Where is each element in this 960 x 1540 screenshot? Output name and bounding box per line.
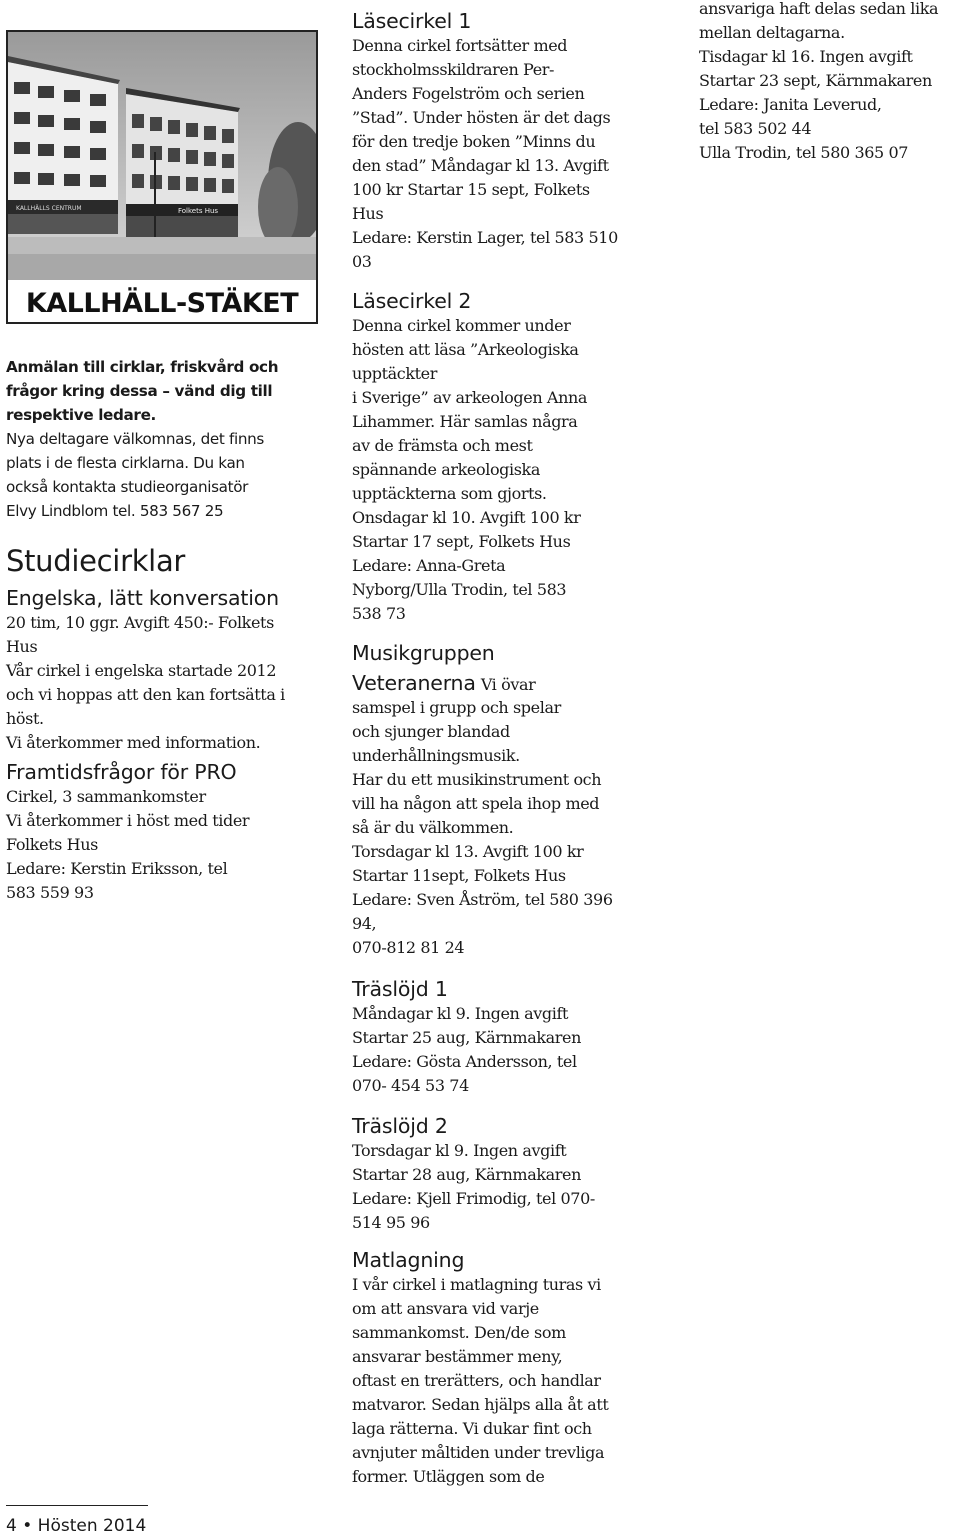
traslojd1-text <box>352 1002 652 1098</box>
intro-line: plats i de flesta cirklarna. Du kan <box>6 454 245 472</box>
lasecirkel1-heading: Läsecirkel 1 <box>352 9 472 33</box>
musik-heading: Musikgruppen <box>352 641 495 665</box>
text-line: Tisdagar kl 16. Ingen avgift <box>699 47 913 66</box>
text-line: tel 583 502 44 <box>699 119 812 138</box>
matlagning-continued-text <box>699 0 957 165</box>
text-line: Ledare: Kjell Frimodig, tel 070- <box>352 1189 595 1208</box>
footer-rule <box>6 1505 148 1506</box>
text-line: Ledare: Sven Åström, tel 580 396 <box>352 890 613 909</box>
text-line: Denna cirkel kommer under <box>352 316 571 335</box>
veteranerna-heading: Veteranerna <box>352 671 476 695</box>
text-line: så är du välkommen. <box>352 818 514 837</box>
text-line: och sjunger blandad <box>352 722 510 741</box>
text-line: samspel i grupp och spelar <box>352 698 561 717</box>
footer-bullet: • <box>22 1516 33 1536</box>
text-line: Torsdagar kl 13. Avgift 100 kr <box>352 842 584 861</box>
text-line: 20 tim, 10 ggr. Avgift 450:- Folkets <box>6 613 274 632</box>
text-line: Folkets Hus <box>6 835 98 854</box>
text-line: matvaror. Sedan hjälps alla åt att <box>352 1395 609 1414</box>
text-line: 538 73 <box>352 604 406 623</box>
text-line: Hus <box>6 637 38 656</box>
engelska-text <box>6 611 322 755</box>
text-line: Ledare: Janita Leverud, <box>699 95 882 114</box>
text-line: den stad” Måndagar kl 13. Avgift <box>352 156 609 175</box>
studiecirklar-section <box>6 543 322 905</box>
text-line: upptäckterna som gjorts. <box>352 484 547 503</box>
text-line: Ledare: Anna-Greta <box>352 556 506 575</box>
musik-intro: Vi övar <box>480 675 536 694</box>
text-line: spännande arkeologiska <box>352 460 540 479</box>
matlagning-text <box>352 1273 652 1489</box>
intro-line: frågor kring dessa – vänd dig till <box>6 382 273 400</box>
location-title: KALLHÄLL-STÄKET <box>25 288 299 319</box>
matlagning-continued <box>699 0 957 165</box>
issue-label: Hösten 2014 <box>37 1516 147 1536</box>
text-line: Startar 23 sept, Kärnmakaren <box>699 71 932 90</box>
text-line: underhållningsmusik. <box>352 746 520 765</box>
text-line: mellan deltagarna. <box>699 23 845 42</box>
engelska-heading: Engelska, lätt konversation <box>6 586 279 610</box>
text-line: 070- 454 53 74 <box>352 1076 469 1095</box>
lasecirkel2-text <box>352 314 652 626</box>
intro-line: respektive ledare. <box>6 406 156 424</box>
text-line: i Sverige” av arkeologen Anna <box>352 388 588 407</box>
intro-text <box>6 355 316 523</box>
lasecirkel1-text <box>352 34 652 274</box>
text-line: höst. <box>6 709 44 728</box>
musik-subheading-row <box>352 668 652 698</box>
cover-photo-frame <box>6 30 318 324</box>
matlagning-heading: Matlagning <box>352 1248 465 1272</box>
lasecirkel2-heading: Läsecirkel 2 <box>352 289 472 313</box>
traslojd1-section <box>352 974 652 1098</box>
text-line: Har du ett musikinstrument och <box>352 770 602 789</box>
text-line: sammankomst. Den/de som <box>352 1323 566 1342</box>
page-footer <box>6 1514 146 1538</box>
text-line: om att ansvara vid varje <box>352 1299 539 1318</box>
text-line: 03 <box>352 252 372 271</box>
text-line: stockholmsskildraren Per- <box>352 60 555 79</box>
text-line: ansvarar bestämmer meny, <box>352 1347 563 1366</box>
text-line: Startar 11sept, Folkets Hus <box>352 866 566 885</box>
text-line: och vi hoppas att den kan fortsätta i <box>6 685 285 704</box>
text-line: Ledare: Kerstin Lager, tel 583 510 <box>352 228 618 247</box>
text-line: avnjuter måltiden under trevliga <box>352 1443 605 1462</box>
text-line: Cirkel, 3 sammankomster <box>6 787 206 806</box>
text-line: oftast en trerätters, och handlar <box>352 1371 601 1390</box>
intro-line: Nya deltagare välkomnas, det finns <box>6 430 264 448</box>
text-line: former. Utläggen som de <box>352 1467 545 1486</box>
traslojd2-section <box>352 1111 652 1235</box>
sign-left: KALLHÄLLS CENTRUM <box>16 205 82 212</box>
section-heading: Studiecirklar <box>6 544 186 578</box>
text-line: ansvariga haft delas sedan lika <box>699 0 939 18</box>
text-line: vill ha någon att spela ihop med <box>352 794 600 813</box>
musik-text <box>352 696 652 960</box>
text-line: Anders Fogelström och serien <box>352 84 585 103</box>
text-line: upptäckter <box>352 364 437 383</box>
text-line: Nyborg/Ulla Trodin, tel 583 <box>352 580 567 599</box>
text-line: Ulla Trodin, tel 580 365 07 <box>699 143 909 162</box>
text-line: Startar 25 aug, Kärnmakaren <box>352 1028 581 1047</box>
text-line: Vår cirkel i engelska startade 2012 <box>6 661 277 680</box>
lasecirkel1-section <box>352 6 652 274</box>
text-line: Måndagar kl 9. Ingen avgift <box>352 1004 568 1023</box>
text-line: 583 559 93 <box>6 883 94 902</box>
text-line: för den tredje boken ”Minns du <box>352 132 596 151</box>
text-line: ”Stad”. Under hösten är det dags <box>352 108 611 127</box>
sign-right: Folkets Hus <box>178 207 219 215</box>
text-line: Vi återkommer med information. <box>6 733 261 752</box>
intro-line: Anmälan till cirklar, friskvård och <box>6 358 279 376</box>
text-line: Torsdagar kl 9. Ingen avgift <box>352 1141 567 1160</box>
text-line: Startar 17 sept, Folkets Hus <box>352 532 571 551</box>
intro-line: Elvy Lindblom tel. 583 567 25 <box>6 502 224 520</box>
text-line: Startar 28 aug, Kärnmakaren <box>352 1165 581 1184</box>
framtid-text <box>6 785 322 905</box>
text-line: Vi återkommer i höst med tider <box>6 811 250 830</box>
building-photo <box>8 32 316 280</box>
page-number: 4 <box>6 1516 17 1536</box>
text-line: Ledare: Gösta Andersson, tel <box>352 1052 577 1071</box>
matlagning-section <box>352 1245 652 1489</box>
traslojd2-text <box>352 1139 652 1235</box>
text-line: Hus <box>352 204 384 223</box>
text-line: laga rätterna. Vi dukar fint och <box>352 1419 592 1438</box>
text-line: Lihammer. Här samlas några <box>352 412 578 431</box>
text-line: I vår cirkel i matlagning turas vi <box>352 1275 601 1294</box>
lasecirkel2-section <box>352 286 652 626</box>
text-line: 94, <box>352 914 377 933</box>
text-line: Onsdagar kl 10. Avgift 100 kr <box>352 508 581 527</box>
text-line: 070-812 81 24 <box>352 938 465 957</box>
framtid-heading: Framtidsfrågor för PRO <box>6 760 237 784</box>
intro-line: också kontakta studieorganisatör <box>6 478 249 496</box>
text-line: 514 95 96 <box>352 1213 430 1232</box>
text-line: Denna cirkel fortsätter med <box>352 36 568 55</box>
traslojd2-heading: Träslöjd 2 <box>352 1114 448 1138</box>
traslojd1-heading: Träslöjd 1 <box>352 977 448 1001</box>
text-line: 100 kr Startar 15 sept, Folkets <box>352 180 590 199</box>
text-line: av de främsta och mest <box>352 436 533 455</box>
text-line: Ledare: Kerstin Eriksson, tel <box>6 859 228 878</box>
musik-section <box>352 638 652 960</box>
text-line: hösten att läsa ”Arkeologiska <box>352 340 579 359</box>
